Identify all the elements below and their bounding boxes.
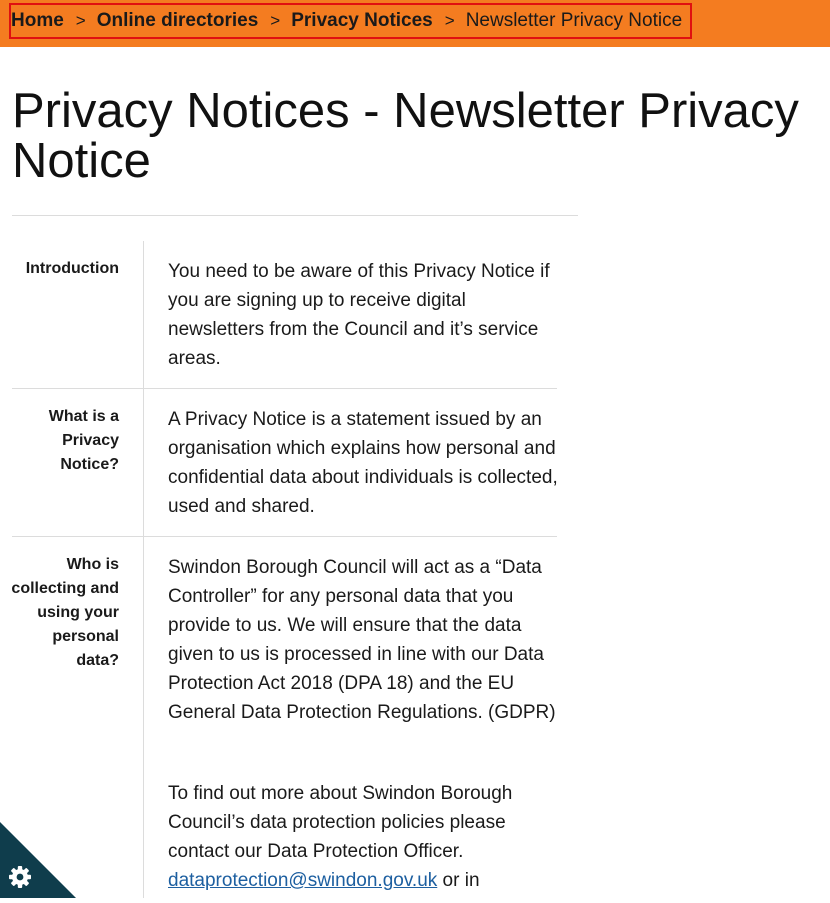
breadcrumb-separator: > [444, 11, 455, 30]
section-text-what-is-privacy-notice: A Privacy Notice is a statement issued by an organisation which explains how personal and confidential data about individuals is collected, used and shared. [168, 409, 558, 517]
page-title: Privacy Notices - Newsletter Privacy Notice [12, 84, 799, 188]
row-divider [12, 536, 557, 537]
section-text-introduction: You need to be aware of this Privacy Notice if you are signing up to receive digital newsletters from the Council and it’s service areas. [168, 261, 550, 369]
breadcrumb-separator: > [75, 11, 86, 30]
table-column-divider [143, 241, 144, 898]
contact-text-continuation: or in [442, 870, 480, 891]
breadcrumb-current: Newsletter Privacy Notice [465, 10, 683, 31]
title-divider [12, 215, 578, 216]
breadcrumb-directories-link[interactable]: Online directories [96, 10, 259, 31]
section-label-what-is-privacy-notice: What is a Privacy Notice? [48, 408, 119, 473]
section-text-who-is-collecting: Swindon Borough Council will act as a “Data Controller” for any personal data that you provide to us. We will ensure that the data given to us is processed in line with our Data Protection Act 2018 (DPA 18) and the EU General Data Protection Regulations. (GDPR) [168, 557, 556, 723]
contact-text: To find out more about Swindon Borough Council’s data protection policies please contact our Data Protection Officer. [168, 783, 513, 862]
breadcrumb-privacy-notices-link[interactable]: Privacy Notices [291, 10, 433, 31]
section-label-introduction: Introduction [25, 260, 119, 277]
cookie-corner-shape [0, 822, 76, 898]
breadcrumb-home-link[interactable]: Home [11, 10, 64, 31]
section-text-contact [168, 779, 563, 895]
breadcrumb [9, 3, 692, 39]
cookie-settings-corner [0, 822, 76, 898]
data-protection-email-link[interactable]: dataprotection@swindon.gov.uk [168, 870, 438, 891]
cookie-settings-button[interactable] [0, 822, 76, 898]
row-divider [12, 388, 557, 389]
section-label-who-is-collecting: Who is collecting and using your personal data? [11, 556, 119, 669]
header-bar [0, 0, 830, 47]
breadcrumb-separator: > [270, 11, 281, 30]
gear-icon [9, 866, 31, 888]
